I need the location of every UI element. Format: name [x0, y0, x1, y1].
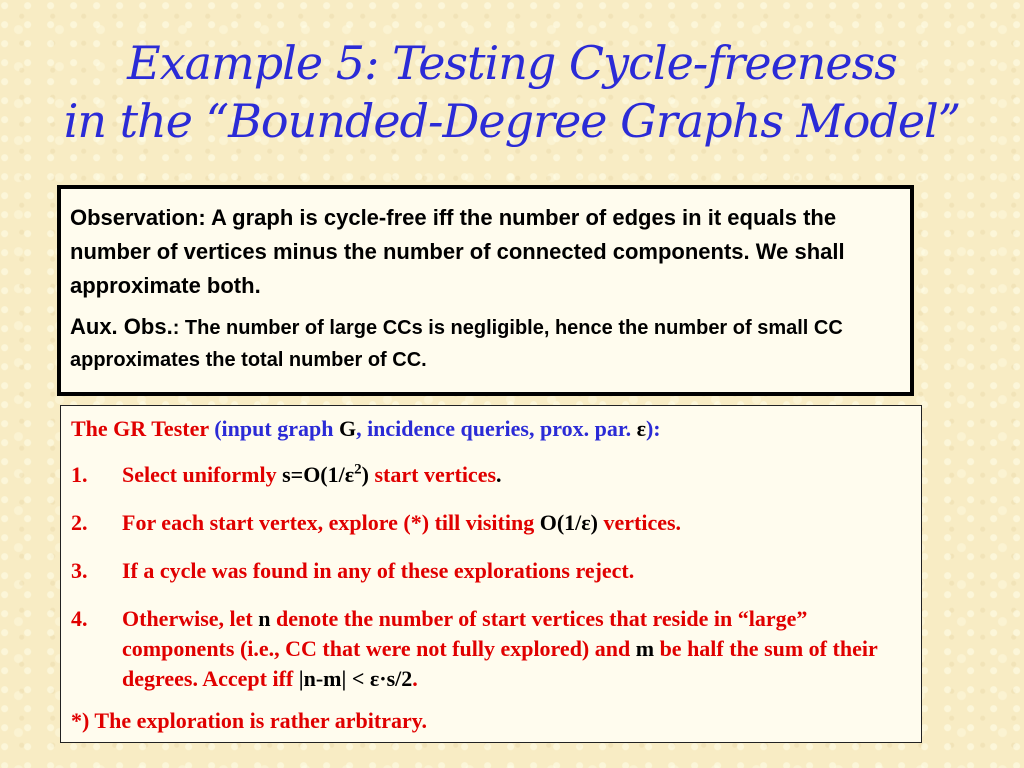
tester-params-open: (input graph — [208, 416, 339, 441]
tester-epsilon-symbol: ε — [636, 416, 646, 441]
slide-title-line-1: Example 5: Testing Cycle-freeness — [127, 36, 897, 90]
slide-title-line-2: in the “Bounded-Degree Graphs Model” — [63, 94, 961, 148]
step-2-text-a: For each start vertex, explore (*) till visiting — [122, 510, 540, 535]
step-1-text-a: Select uniformly — [122, 462, 283, 487]
step-4-text-c: denote the number of start vertices that reside in “large” components (i.e., CC that were not fully explored) and — [122, 606, 808, 661]
step-4-text-a: Otherwise, let — [122, 606, 259, 631]
tester-header — [71, 414, 911, 444]
step-2-formula: O(1/ε) — [539, 510, 598, 535]
step-4-var-n: n — [258, 606, 271, 631]
step-1-text-d: start vertices — [368, 462, 497, 487]
step-4-formula: |n-m| < ε·s/2 — [298, 666, 413, 691]
step-2 — [71, 508, 911, 538]
step-1-exponent: 2 — [354, 461, 362, 478]
tester-graph-symbol: G — [338, 416, 357, 441]
tester-footnote: *) The exploration is rather arbitrary. — [71, 708, 428, 733]
step-text — [122, 460, 911, 490]
step-text — [122, 508, 911, 538]
observation-box — [57, 185, 914, 396]
step-number: 2. — [71, 510, 88, 535]
gr-tester-box — [60, 405, 922, 743]
slide-title — [0, 34, 1024, 150]
aux-observation-text: : The number of large CCs is negligible, hence the number of small CC approximates the total number of CC. — [70, 317, 843, 371]
step-text — [122, 604, 911, 694]
tester-params-close: ): — [645, 416, 661, 441]
step-4 — [71, 604, 911, 694]
step-2-text-c: vertices. — [597, 510, 682, 535]
step-number: 4. — [71, 606, 88, 631]
step-4-var-m: m — [635, 636, 655, 661]
step-1-period: . — [496, 462, 502, 487]
step-text: If a cycle was found in any of these explorations reject. — [122, 558, 635, 583]
aux-observation — [70, 311, 910, 376]
tester-params-mid: , incidence queries, prox. par. — [356, 416, 637, 441]
observation-text: Observation: A graph is cycle-free iff the number of edges in it equals the number of vertices minus the number of connected components. We shall approximate both. — [70, 205, 845, 298]
step-1-formula-close: ) — [361, 462, 369, 487]
step-number: 1. — [71, 462, 88, 487]
step-number: 3. — [71, 558, 88, 583]
step-3 — [71, 556, 911, 586]
aux-observation-lead: Aux. Obs. — [70, 314, 173, 339]
tester-name: The GR Tester — [71, 416, 209, 441]
step-1-formula: s=O(1/ε — [282, 462, 355, 487]
step-1 — [71, 460, 911, 490]
step-4-period: . — [412, 666, 418, 691]
step-4-text-e: be half the sum of their degrees. Accept iff — [122, 636, 878, 691]
